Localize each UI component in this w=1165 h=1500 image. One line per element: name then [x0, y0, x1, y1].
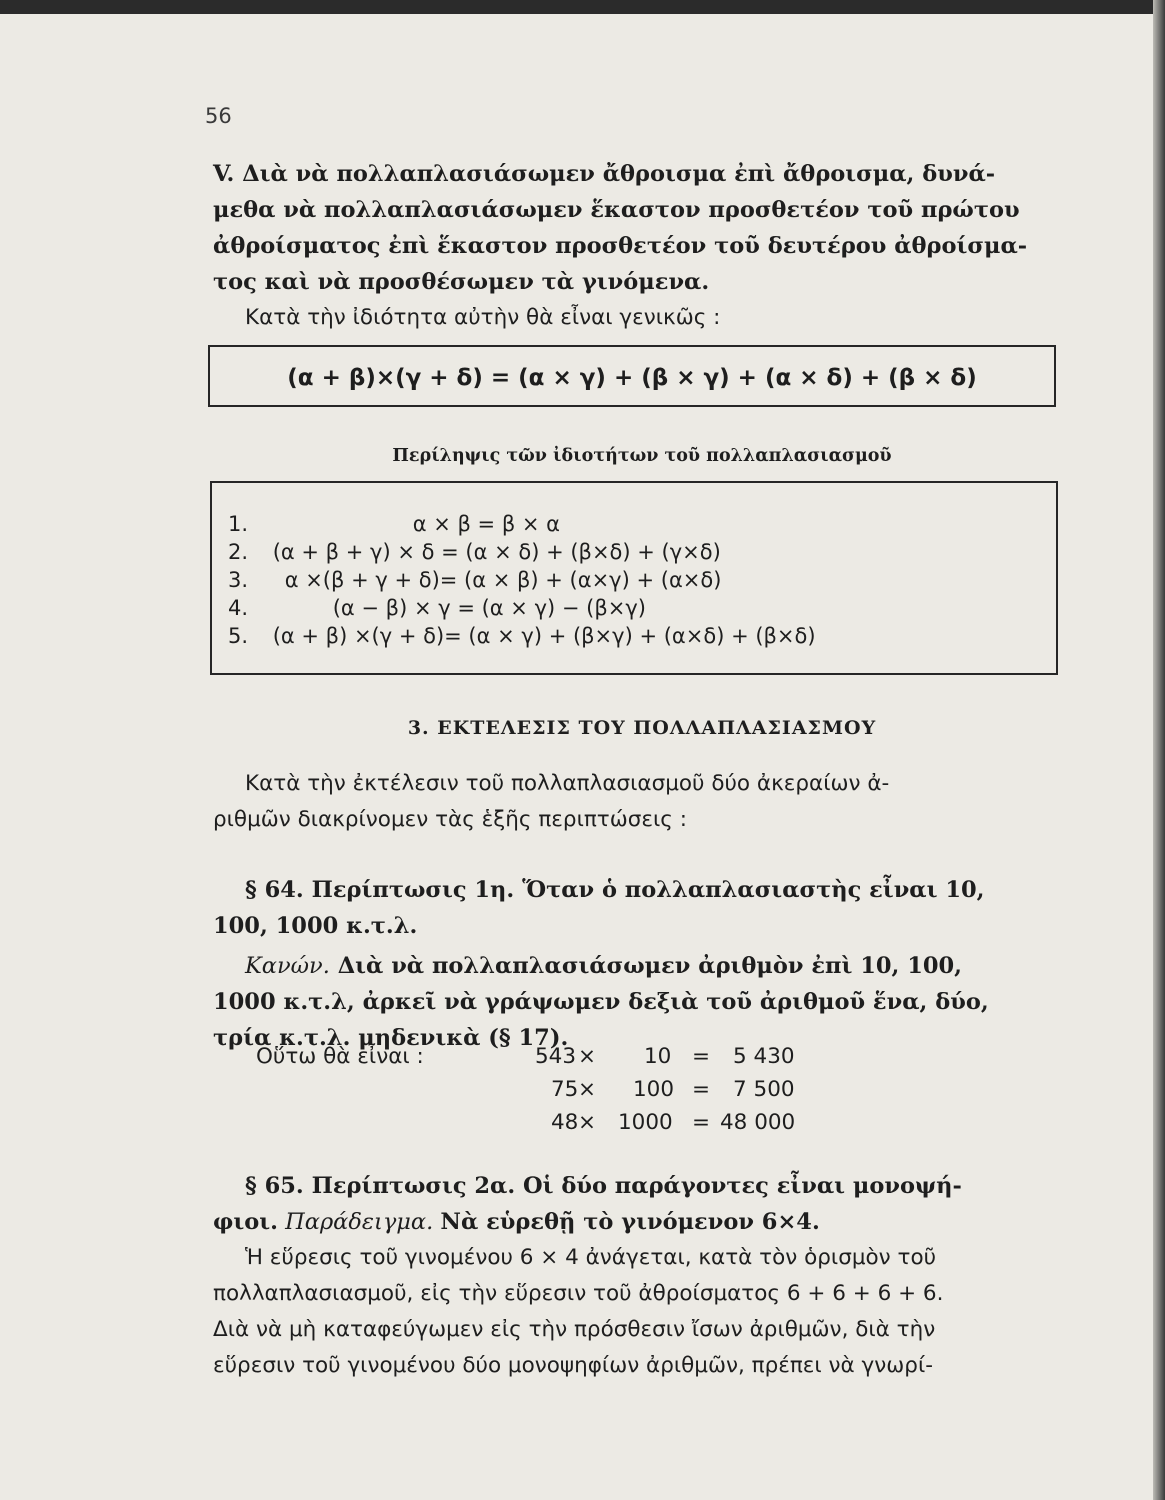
rule-v [213, 156, 1071, 336]
property-row [228, 565, 1048, 595]
equals-sign: = [692, 1077, 711, 1102]
property-number: 3. [228, 568, 249, 592]
property-row [228, 537, 1048, 567]
equals-sign: = [692, 1044, 711, 1069]
times-sign: × [578, 1077, 597, 1102]
page-number: 56 [205, 104, 232, 128]
example-label: Παράδειγμα. [285, 1209, 434, 1235]
rule-v-line: μεθα νὰ πολλαπλασιάσωμεν ἕκαστον προσθετέον τοῦ πρώτου [213, 197, 1020, 223]
property-formula: (α + β + γ) × δ = (α × δ) + (β×δ) + (γ×δ) [272, 540, 721, 564]
par64-rule-line [213, 948, 1071, 984]
examples-table [248, 1040, 848, 1139]
par65-body-line: πολλαπλασιασμοῦ, εἰς τὴν εὕρεσιν τοῦ ἀθροίσματος 6 + 6 + 6 + 6. [213, 1281, 944, 1306]
times-sign: × [578, 1110, 597, 1135]
rule-v-line: τος καὶ νὰ προσθέσωμεν τὰ γινόμενα. [213, 269, 710, 295]
examples-label: Οὕτω θὰ εἶναι : [256, 1044, 424, 1069]
equals-sign: = [692, 1110, 711, 1135]
property-formula: α × β = β × α [412, 512, 561, 536]
paragraph-64 [213, 872, 1071, 1056]
example-row [248, 1073, 848, 1106]
section-title: 3. ΕΚΤΕΛΕΣΙΣ ΤΟΥ ΠΟΛΛΑΠΛΑΣΙΑΣΜΟΥ [407, 717, 877, 739]
property-row [228, 509, 1048, 539]
general-formula: (α + β)×(γ + δ) = (α × γ) + (β × γ) + (α × δ) + (β × δ) [287, 365, 977, 391]
times-sign: × [578, 1044, 597, 1069]
factor-a: 48 [551, 1110, 579, 1135]
product: 7 500 [733, 1077, 795, 1102]
property-formula: (α + β) ×(γ + δ)= (α × γ) + (β×γ) + (α×δ) + (β×δ) [272, 624, 816, 648]
rule-text: Διὰ νὰ πολλαπλασιάσωμεν ἀριθμὸν ἐπὶ 10, 100, [337, 953, 962, 979]
rule-v-intro: Κατὰ τὴν ἰδιότητα αὐτὴν θὰ εἶναι γενικῶς : [245, 305, 721, 330]
par64-heading: § 64. Περίπτωσις 1η. Ὅταν ὁ πολλαπλασιαστὴς εἶναι 10, [245, 877, 985, 903]
factor-b: 1000 [618, 1110, 673, 1135]
example-row [248, 1106, 848, 1139]
par65-body-line: εὕρεσιν τοῦ γινομένου δύο μονοψηφίων ἀριθμῶν, πρέπει νὰ γνωρί- [213, 1353, 933, 1378]
property-number: 1. [228, 512, 249, 536]
property-number: 5. [228, 624, 249, 648]
par65-heading-2 [213, 1204, 1071, 1240]
example-row [248, 1040, 848, 1073]
section-intro-line: Κατὰ τὴν ἐκτέλεσιν τοῦ πολλαπλασιασμοῦ δύο ἀκεραίων ἀ- [245, 771, 890, 796]
rule-v-line: V. Διὰ νὰ πολλαπλασιάσωμεν ἄθροισμα ἐπὶ ἄθροισμα, δυνά- [213, 161, 996, 187]
rule-v-line: ἀθροίσματος ἐπὶ ἕκαστον προσθετέον τοῦ δευτέρου ἀθροίσμα- [213, 233, 1028, 259]
factor-b: 10 [644, 1044, 672, 1069]
par64-rule-line: 1000 κ.τ.λ, ἀρκεῖ νὰ γράψωμεν δεξιὰ τοῦ ἀριθμοῦ ἕνα, δύο, [213, 989, 989, 1015]
general-formula-box [208, 345, 1056, 407]
factor-a: 75 [551, 1077, 579, 1102]
par64-heading: 100, 1000 κ.τ.λ. [213, 913, 418, 939]
par65-heading: § 65. Περίπτωσις 2α. Οἱ δύο παράγοντες εἶναι μονοψή- [245, 1173, 962, 1199]
product: 5 430 [733, 1044, 795, 1069]
property-row [228, 593, 1048, 623]
property-number: 4. [228, 596, 249, 620]
paragraph-65 [213, 1168, 1071, 1384]
par64-rule-line: τρία κ.τ.λ. μηδενικὰ (§ 17). [213, 1025, 569, 1051]
scan-top-border [0, 0, 1165, 14]
par65-heading-end: φιοι. [213, 1209, 278, 1235]
example-text: Νὰ εὑρεθῇ τὸ γινόμενον 6×4. [440, 1209, 820, 1235]
product: 48 000 [720, 1110, 796, 1135]
par65-body-line: Ἡ εὕρεσις τοῦ γινομένου 6 × 4 ἀνάγεται, κατὰ τὸν ὁρισμὸν τοῦ [245, 1245, 937, 1270]
section-intro-line: ριθμῶν διακρίνομεν τὰς ἑξῆς περιπτώσεις : [213, 807, 687, 832]
rule-label: Κανών. [245, 953, 330, 979]
summary-caption: Περίληψις τῶν ἰδιοτήτων τοῦ πολλαπλασιασμοῦ [392, 446, 892, 466]
property-formula: α ×(β + γ + δ)= (α × β) + (α×γ) + (α×δ) [284, 568, 722, 592]
factor-a: 543 [535, 1044, 577, 1069]
property-formula: (α − β) × γ = (α × γ) − (β×γ) [332, 596, 646, 620]
factor-b: 100 [633, 1077, 675, 1102]
summary-box [210, 481, 1058, 675]
section-intro [213, 766, 1071, 838]
property-number: 2. [228, 540, 249, 564]
par65-body-line: Διὰ νὰ μὴ καταφεύγωμεν εἰς τὴν πρόσθεσιν ἴσων ἀριθμῶν, διὰ τὴν [213, 1317, 936, 1342]
property-row [228, 621, 1048, 651]
scan-right-border [1153, 0, 1165, 1500]
